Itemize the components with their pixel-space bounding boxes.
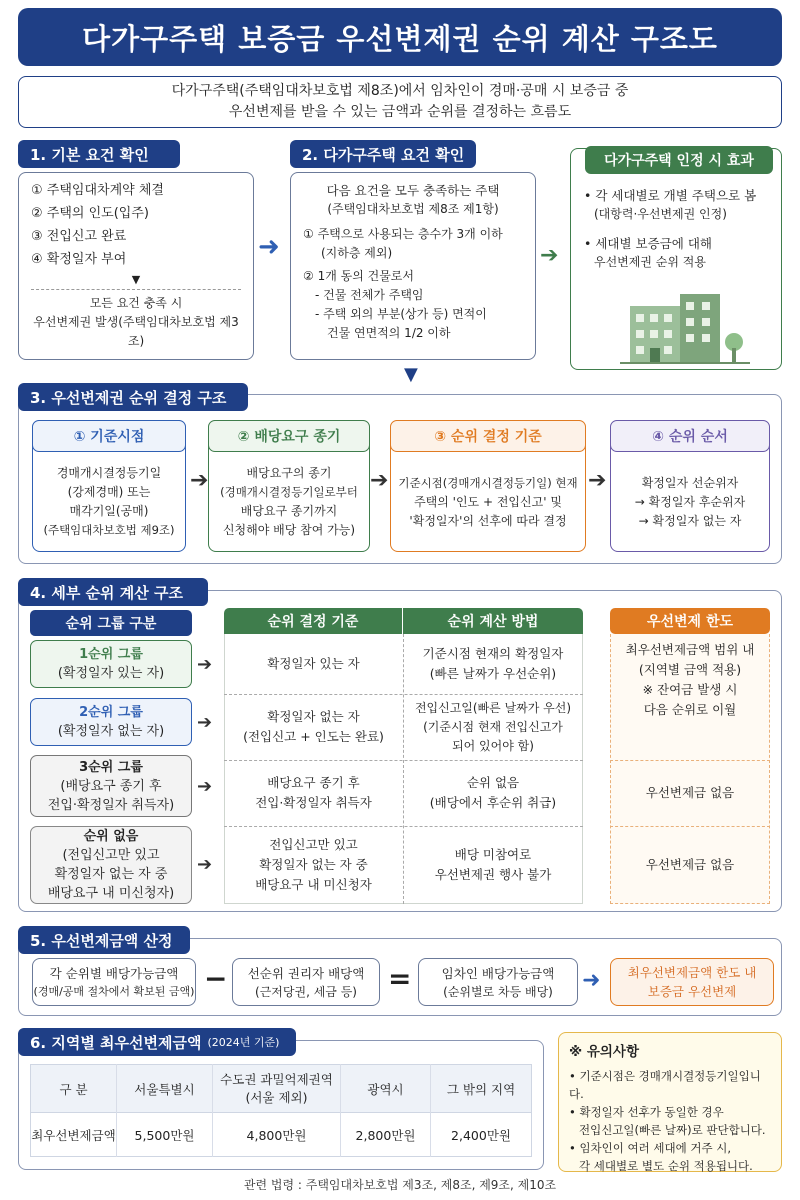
effect-line: • 각 세대별로 개별 주택으로 봄 — [584, 188, 757, 203]
table-header: 광역시 — [341, 1065, 431, 1113]
cell-line: 기준시점 현재의 확정일자 — [422, 646, 564, 661]
cell-line: (배당에서 후순위 취급) — [429, 795, 557, 810]
criterion-line: 매각기일(공매) — [69, 504, 149, 518]
limit-column-head: 우선변제 한도 — [610, 608, 770, 634]
intro-line-2: 우선변제를 받을 수 있는 금액과 순위를 결정하는 흐름도 — [228, 104, 572, 120]
right-arrow-icon: ➜ — [582, 968, 601, 993]
equals-sign: = — [388, 962, 412, 995]
criterion-line: '확정일자'의 선후에 따라 결정 — [409, 513, 567, 528]
note-item: • 확정일자 선후가 동일한 경우 — [569, 1105, 724, 1119]
group-sub: (확정일자 없는 자) — [57, 724, 165, 739]
group-sub: (배당요구 종기 후 — [60, 778, 162, 794]
section-4-label: 4. 세부 순위 계산 구조 — [18, 578, 208, 606]
effect-text — [584, 186, 780, 272]
section-1-box — [18, 172, 254, 360]
effect-line: (대항력·우선변제권 인정) — [594, 207, 727, 221]
table-cell: 2,400만원 — [451, 1127, 511, 1143]
right-arrow-icon: ➔ — [370, 468, 389, 493]
requirement-item: ④ 확정일자 부여 — [31, 252, 127, 267]
cell-line: ※ 잔여금 발생 시 — [642, 682, 738, 697]
criterion-body — [32, 456, 186, 548]
right-arrow-icon: ➔ — [197, 712, 213, 733]
effect-line: 우선변제권 순위 적용 — [594, 255, 706, 269]
right-arrow-icon: ➔ — [197, 654, 213, 675]
section-6-sub: (2024년 기준) — [207, 1036, 280, 1049]
criterion-line: → 확정일자 후순위자 — [634, 494, 746, 509]
criterion-head: ② 배당요구 종기 — [208, 420, 370, 452]
table-header: 그 밖의 지역 — [446, 1081, 516, 1097]
method-cell — [403, 694, 583, 760]
cell-line: 배당요구 내 미신청자 — [255, 877, 372, 892]
page-title: 다가구주택 보증금 우선변제권 순위 계산 구조도 — [18, 8, 782, 66]
term-line: (순위별로 차등 배당) — [443, 984, 553, 999]
s2-line: 건물 연면적의 1/2 이하 — [327, 326, 451, 340]
group-title: 2순위 그룹 — [79, 705, 143, 720]
criterion-line: 기준시점(경매개시결정등기일) 현재 — [398, 475, 578, 490]
criterion-line: 신청해야 배당 참여 가능) — [222, 523, 356, 537]
formula-term-a — [32, 958, 196, 1006]
group-sub: (전입신고만 있고 — [62, 848, 160, 863]
formula-term-b — [232, 958, 380, 1006]
section-1-label: 1. 기본 요건 확인 — [18, 140, 180, 168]
requirement-item: ③ 전입신고 완료 — [31, 229, 127, 244]
right-arrow-icon: ➔ — [197, 854, 213, 875]
group-title: 3순위 그룹 — [79, 759, 143, 775]
group-sub: 확정일자 없는 자 중 — [54, 867, 168, 882]
s2-line: ② 1개 동의 건물로서 — [303, 269, 414, 283]
table-header: 수도권 과밀억제권역 (서울 제외) — [213, 1065, 341, 1113]
s2-line: (주택임대차보호법 제8조 제1항) — [327, 202, 499, 216]
criteria-cell — [224, 760, 403, 826]
cell-line: 확정일자 없는 자 중 — [259, 857, 368, 872]
s2-line: ① 주택으로 사용되는 층수가 3개 이하 — [303, 227, 503, 241]
s2-line: (지하층 제외) — [321, 246, 393, 260]
notes-title: ※ 유의사항 — [569, 1044, 639, 1060]
intro-box — [18, 76, 782, 128]
cell-line: 배당 미참여로 — [454, 847, 532, 862]
table-cell: 5,500만원 — [117, 1113, 213, 1157]
section-3-label: 3. 우선변제권 순위 결정 구조 — [18, 383, 248, 411]
group-sub: 배당요구 내 미신청자) — [47, 886, 175, 901]
section-6-label — [18, 1028, 296, 1056]
rank-group-none — [30, 826, 192, 904]
cell-line: 확정일자 있는 자 — [267, 656, 360, 671]
criterion-line: 확정일자 선순위자 — [641, 475, 739, 490]
criterion-body — [390, 456, 586, 548]
method-cell — [403, 826, 583, 904]
criterion-head: ① 기준시점 — [32, 420, 186, 452]
criteria-column-head: 순위 결정 기준 — [224, 608, 402, 634]
cell-line: 전입신고만 있고 — [269, 837, 358, 852]
term-line: 선순위 권리자 배당액 — [247, 965, 365, 981]
criterion-body — [610, 456, 770, 548]
group-title: 순위 없음 — [83, 829, 139, 844]
method-cell — [403, 634, 583, 694]
criterion-line: (경매개시결정등기일로부터 — [220, 485, 358, 499]
term-line: 최우선변제금액 한도 내 — [627, 965, 757, 980]
table-cell: 최우선변제금액 — [31, 1113, 117, 1157]
criteria-cell — [224, 694, 403, 760]
note-item: 전입신고일(빠른 날짜)로 판단합니다. — [579, 1123, 766, 1137]
group-sub: 전입·확정일자 취득자) — [47, 797, 175, 813]
cell-line: 다음 순위로 이월 — [643, 702, 737, 717]
criterion-head: ③ 순위 결정 기준 — [390, 420, 586, 452]
cell-line: 확정일자 없는 자 — [267, 709, 360, 724]
limit-cell-1 — [610, 636, 770, 746]
cell-line: 되어 있어야 함) — [452, 738, 534, 753]
rank-group-1 — [30, 640, 192, 688]
footer-law: 관련 법령 : 주택임대차보호법 제3조, 제8조, 제9조, 제10조 — [243, 1178, 557, 1192]
s2-line: - 건물 전체가 주택임 — [315, 288, 424, 302]
building-icon — [620, 288, 750, 364]
cell-line: 전입·확정일자 취득자 — [255, 795, 372, 810]
right-arrow-icon: ➔ — [588, 468, 607, 493]
criterion-line: 주택의 '인도 + 전입신고' 및 — [414, 494, 562, 509]
criterion-line: 배당요구 종기까지 — [240, 504, 338, 518]
criterion-line: (주택임대차보호법 제9조) — [43, 523, 175, 537]
cell-line: 전입신고일(빠른 날짜가 우선) — [414, 700, 572, 715]
down-arrow-icon: ▼ — [404, 364, 418, 385]
cell-line: 배당요구 종기 후 — [267, 775, 360, 790]
method-column-head: 순위 계산 방법 — [403, 608, 583, 634]
right-arrow-icon: ➔ — [540, 243, 559, 268]
rank-group-3 — [30, 755, 192, 817]
down-arrow-icon: ▼ — [131, 273, 141, 286]
group-column-head: 순위 그룹 구분 — [30, 610, 192, 636]
section-6-title: 6. 지역별 최우선변제금액 — [30, 1033, 202, 1052]
term-line: 각 순위별 배당가능금액 — [49, 966, 179, 981]
note-item: • 임차인이 여러 세대에 거주 시, — [569, 1141, 732, 1155]
right-arrow-icon: ➔ — [190, 468, 209, 493]
effect-line: • 세대별 보증금에 대해 — [584, 236, 712, 251]
notes-box — [558, 1032, 782, 1172]
criterion-body — [208, 456, 370, 548]
note-item: • 기준시점은 경매개시결정등기일입니다. — [569, 1069, 761, 1101]
rank-group-2 — [30, 698, 192, 746]
intro-line-1: 다가구주택(주택임대차보호법 제8조)에서 임차인이 경매·공매 시 보증금 중 — [171, 83, 629, 99]
right-arrow-icon: ➜ — [258, 232, 280, 262]
term-line: (근저당권, 세금 등) — [255, 984, 357, 999]
group-sub: (확정일자 있는 자) — [57, 666, 165, 681]
minus-sign: − — [204, 962, 228, 995]
limit-cell-3: 우선변제금 없음 — [645, 785, 735, 800]
formula-term-c — [418, 958, 578, 1006]
section-2-box — [290, 172, 536, 360]
criteria-cell — [224, 826, 403, 904]
term-line: (경매/공매 절차에서 확보된 금액) — [33, 985, 195, 998]
table-cell: 4,800만원 — [213, 1113, 341, 1157]
s2-line: - 주택 외의 부분(상가 등) 면적이 — [315, 307, 487, 321]
note-item: 각 세대별로 별도 순위 적용됩니다. — [579, 1159, 753, 1173]
method-cell — [403, 760, 583, 826]
table-header: 구 분 — [31, 1065, 117, 1113]
requirement-result: 우선변제권 발생(주택임대차보호법 제3조) — [33, 315, 239, 348]
term-line: 임차인 배당가능금액 — [441, 965, 555, 981]
cell-line: 순위 없음 — [466, 775, 520, 790]
criterion-line: → 확정일자 없는 자 — [638, 513, 742, 528]
s2-line: 다음 요건을 모두 충족하는 주택 — [326, 183, 500, 198]
criterion-line: (강제경매) 또는 — [67, 485, 151, 499]
term-line: 보증금 우선변제 — [647, 984, 737, 999]
requirement-item: ① 주택임대차계약 체결 — [31, 183, 164, 198]
criterion-line: 경매개시결정등기일 — [56, 466, 162, 480]
cell-line: 최우선변제금액 범위 내 — [625, 642, 755, 657]
requirement-result: 모든 요건 충족 시 — [89, 296, 183, 310]
group-title: 1순위 그룹 — [79, 647, 143, 662]
requirement-item: ② 주택의 인도(입주) — [31, 206, 149, 221]
cell-line: 우선변제권 행사 불가 — [434, 867, 552, 882]
effect-label: 다가구주택 인정 시 효과 — [585, 146, 773, 174]
right-arrow-icon: ➔ — [197, 776, 213, 797]
criterion-line: 배당요구의 종기 — [246, 466, 332, 480]
section-2-label: 2. 다가구주택 요건 확인 — [290, 140, 476, 168]
cell-line: (빠른 날짜가 우선순위) — [429, 666, 557, 681]
table-header: 서울특별시 — [117, 1065, 213, 1113]
table-cell: 2,800만원 — [341, 1113, 431, 1157]
section-5-label: 5. 우선변제금액 산정 — [18, 926, 190, 954]
limit-cell-4: 우선변제금 없음 — [645, 857, 735, 872]
cell-line: (지역별 금액 적용) — [638, 662, 742, 677]
criteria-cell — [224, 634, 403, 694]
region-table — [30, 1064, 532, 1157]
criterion-head: ④ 순위 순서 — [610, 420, 770, 452]
cell-line: (기준시점 현재 전입신고가 — [423, 719, 563, 734]
cell-line: (전입신고 + 인도는 완료) — [243, 729, 384, 744]
formula-result — [610, 958, 774, 1006]
